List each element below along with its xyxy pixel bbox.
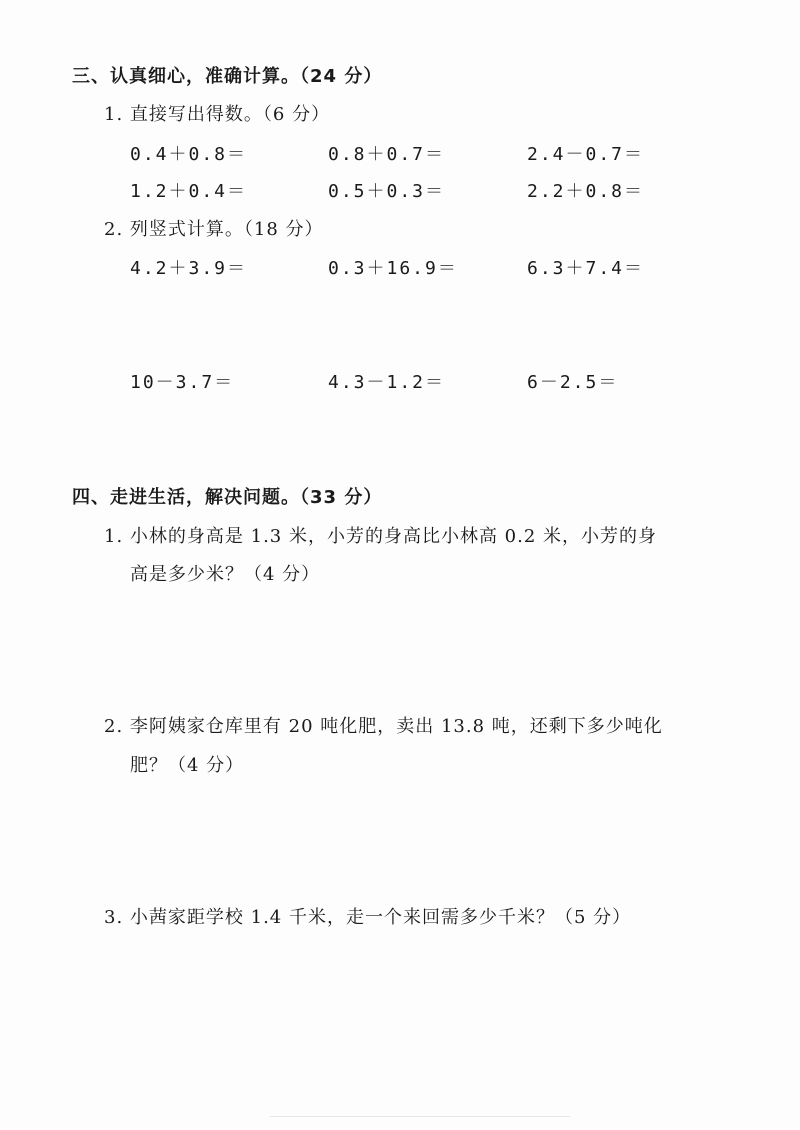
vertical-calc-item: 6－2.5＝ xyxy=(527,372,619,393)
word-problem-2-line-1: 2. 李阿姨家仓库里有 20 吨化肥，卖出 13.8 吨，还剩下多少吨化 xyxy=(104,716,663,737)
word-problem-1-line-2: 高是多少米？（4 分） xyxy=(130,564,321,585)
word-problem-3-line-1: 3. 小茜家距学校 1.4 千米，走一个来回需多少千米？（5 分） xyxy=(104,907,632,928)
mental-math-item: 1.2＋0.4＝ xyxy=(130,181,248,202)
vertical-calc-item: 4.2＋3.9＝ xyxy=(130,258,248,279)
vertical-calc-item: 6.3＋7.4＝ xyxy=(527,258,645,279)
vertical-calc-item: 4.3－1.2＝ xyxy=(328,372,446,393)
mental-math-item: 2.2＋0.8＝ xyxy=(527,181,645,202)
vertical-calc-item: 10－3.7＝ xyxy=(130,372,235,393)
vertical-calc-item: 0.3＋16.9＝ xyxy=(328,258,458,279)
section-3-title: 三、认真细心，准确计算。（24 分） xyxy=(72,66,383,87)
mental-math-item: 0.5＋0.3＝ xyxy=(328,181,446,202)
mental-math-item: 2.4－0.7＝ xyxy=(527,144,645,165)
word-problem-1-line-1: 1. 小林的身高是 1.3 米，小芳的身高比小林高 0.2 米，小芳的身 xyxy=(104,526,658,547)
mental-math-item: 0.4＋0.8＝ xyxy=(130,144,248,165)
word-problem-2-line-2: 肥？（4 分） xyxy=(130,755,245,776)
mental-math-item: 0.8＋0.7＝ xyxy=(328,144,446,165)
page-bottom-divider xyxy=(270,1116,570,1117)
section-3-question-2-label: 2. 列竖式计算。（18 分） xyxy=(104,219,324,240)
section-4-title: 四、走进生活，解决问题。（33 分） xyxy=(72,487,383,508)
section-3-question-1-label: 1. 直接写出得数。（6 分） xyxy=(104,104,331,125)
